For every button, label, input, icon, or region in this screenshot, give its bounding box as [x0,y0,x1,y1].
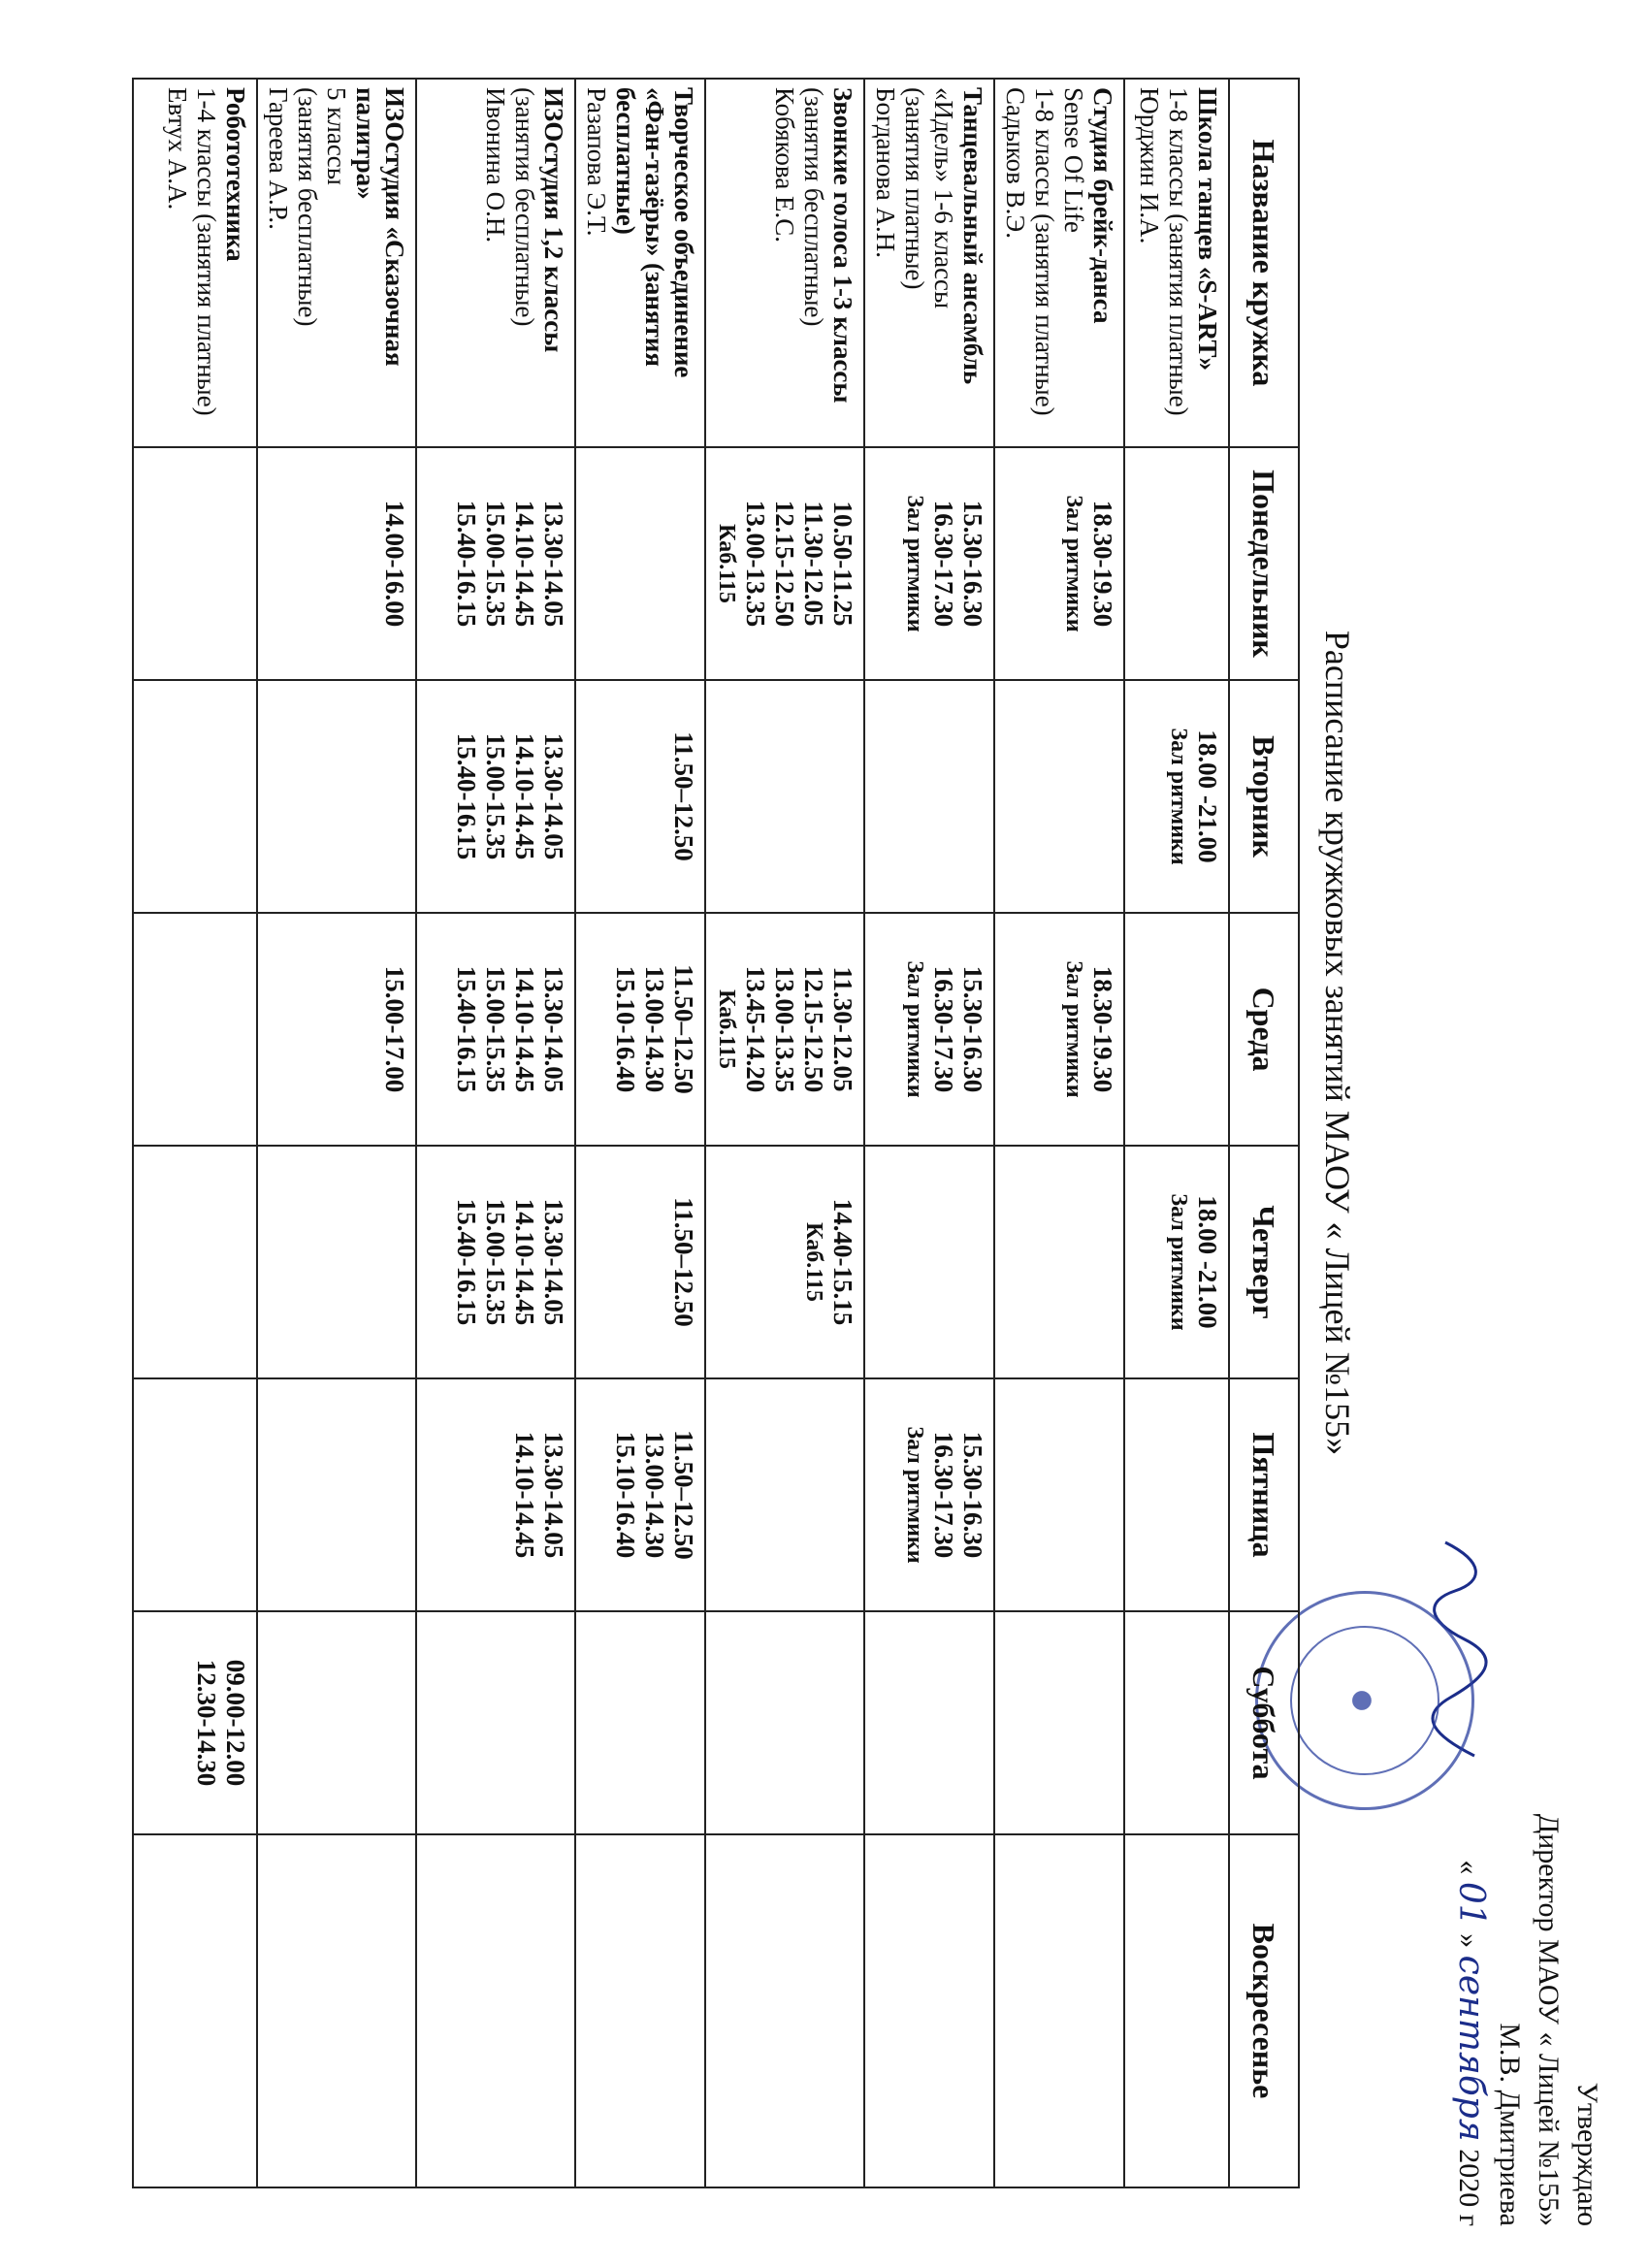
time-slot: 13.00-13.35 [741,500,770,628]
time-slot: 18.30-19.30 [1088,500,1117,628]
schedule-cell-thu [575,1146,705,1378]
schedule-table [132,78,1300,2188]
club-detail: (занятия бесплатные) [510,87,539,327]
time-slot: 15.40-16.15 [452,732,481,860]
time-slot: 13.30-14.05 [539,965,568,1093]
room-label: Зал ритмики [902,960,927,1098]
header-wednesday: Среда [1229,913,1299,1146]
schedule-cell-fri [994,1378,1124,1611]
table-row [575,79,705,2187]
schedule-cell-sat [133,1611,257,1834]
room-label: Зал ритмики [1061,960,1086,1098]
club-detail: Ивонина О.Н. [481,87,510,243]
schedule-cell-wed [575,913,705,1146]
schedule-cell-tue [257,680,416,913]
schedule-cell-fri [575,1378,705,1611]
table-row [416,79,575,2187]
time-slot: 15.30-16.30 [958,1431,987,1559]
schedule-cell-tue [864,680,994,913]
time-slot: 15.00-15.35 [481,732,510,860]
time-slot: 11.50–12.50 [669,1197,698,1327]
room-label: Каб.115 [714,524,739,603]
schedule-cell-mon [257,447,416,680]
page-title: Расписание кружковых занятий МАОУ « Лицей №155» [1318,630,1357,1456]
room-label: Зал ритмики [1061,495,1086,632]
schedule-body [133,79,1229,2187]
schedule-cell-thu [864,1146,994,1378]
schedule-cell-wed [864,913,994,1146]
schedule-cell-fri [416,1378,575,1611]
schedule-cell-thu [1124,1146,1229,1378]
approval-line-director: М.В. Дмитриева [1494,2023,1526,2226]
club-detail: 5 классы [322,87,351,185]
schedule-cell-wed [1124,913,1229,1146]
schedule-cell-fri [705,1378,864,1611]
schedule-cell-mon [575,447,705,680]
time-slot: 15.10-16.40 [611,965,640,1093]
time-slot: 14.00-16.00 [380,500,409,628]
club-title: Робототехника [221,87,250,262]
time-slot: 14.10-14.45 [510,500,539,628]
schedule-cell-mon [416,447,575,680]
time-slot: 18.00 -21.00 [1193,1195,1222,1329]
time-slot: 18.00 -21.00 [1193,729,1222,863]
header-club-name: Название кружка [1229,79,1299,447]
stamp-emblem-icon: ● [1290,1626,1439,1775]
time-slot: 18.30-19.30 [1088,965,1117,1093]
table-header-row [1229,79,1299,2187]
room-label: Зал ритмики [902,495,927,632]
club-detail: Евтух А.А. [163,87,192,211]
club-detail: (занятия бесплатные) [293,87,322,327]
schedule-cell-wed [257,913,416,1146]
schedule-cell-sat [994,1611,1124,1834]
time-slot: 15.40-16.15 [452,1198,481,1326]
table-row [1124,79,1229,2187]
time-slot: 13.30-14.05 [539,732,568,860]
schedule-cell-sun [1124,1834,1229,2187]
club-detail: 1-8 классы (занятия платные) [1030,87,1059,416]
club-title: Студия брейк-данса [1088,87,1117,324]
time-slot: 10.50-11.25 [828,501,857,627]
schedule-cell-thu [257,1146,416,1378]
header-friday: Пятница [1229,1378,1299,1611]
schedule-cell-sat [416,1611,575,1834]
schedule-cell-wed [416,913,575,1146]
club-title: Школа танцев «S-ART» [1193,87,1222,371]
time-slot: 11.50–12.50 [669,964,698,1094]
schedule-cell-fri [257,1378,416,1611]
schedule-cell-sun [133,1834,257,2187]
time-slot: 15.10-16.40 [611,1431,640,1559]
schedule-cell-mon [705,447,864,680]
time-slot: 15.00-15.35 [481,1198,510,1326]
club-title: Танцевальный ансамбль [958,87,987,385]
time-slot: 12.30-14.30 [192,1659,221,1787]
table-row [864,79,994,2187]
time-slot: 14.10-14.45 [510,732,539,860]
table-row [133,79,257,2187]
club-detail: Гареева А.Р.. [264,87,293,230]
room-label: Каб.115 [714,989,739,1069]
time-slot: 16.30-17.30 [929,1431,958,1559]
club-detail: Садыков В.Э. [1001,87,1030,239]
schedule-cell-thu [416,1146,575,1378]
club-detail: 1-4 классы (занятия платные) [192,87,221,416]
schedule-cell-sun [994,1834,1124,2187]
club-title: ИЗОстудия 1,2 классы [539,87,568,353]
schedule-cell-tue [705,680,864,913]
club-name-cell [994,79,1124,447]
schedule-cell-sun [705,1834,864,2187]
club-detail: Богданова А.Н. [871,87,900,259]
time-slot: 15.40-16.15 [452,500,481,628]
schedule-cell-thu [705,1146,864,1378]
time-slot: 11.30-12.05 [828,966,857,1092]
schedule-cell-sun [416,1834,575,2187]
schedule-cell-wed [994,913,1124,1146]
schedule-cell-tue [994,680,1124,913]
schedule-cell-sat [1124,1611,1229,1834]
schedule-cell-sat [575,1611,705,1834]
schedule-cell-fri [1124,1378,1229,1611]
schedule-cell-sun [864,1834,994,2187]
schedule-cell-fri [864,1378,994,1611]
time-slot: 14.10-14.45 [510,965,539,1093]
room-label: Зал ритмики [1166,728,1191,865]
header-tuesday: Вторник [1229,680,1299,913]
club-name-cell [705,79,864,447]
club-name-cell [133,79,257,447]
schedule-cell-mon [864,447,994,680]
club-detail: (занятия бесплатные) [799,87,828,327]
time-slot: 16.30-17.30 [929,500,958,628]
club-name-cell [864,79,994,447]
club-title: Звонкие голоса 1-3 классы [828,87,857,404]
header-saturday: Суббота [1229,1611,1299,1834]
time-slot: 11.30-12.05 [799,501,828,627]
time-slot: 15.00-15.35 [481,500,510,628]
schedule-cell-mon [133,447,257,680]
time-slot: 11.50–12.50 [669,731,698,861]
time-slot: 15.30-16.30 [958,500,987,628]
time-slot: 13.00-14.30 [640,965,669,1093]
club-detail: «Идель» 1-6 классы [929,87,958,309]
club-title: Творческое объединение «Фан-тазёры» (занятия бесплатные) [611,87,698,378]
time-slot: 13.30-14.05 [539,500,568,628]
date-day: 01 [1451,1881,1491,1927]
header-monday: Понедельник [1229,447,1299,680]
time-slot: 12.15-12.50 [770,500,799,628]
approval-line-position: Директор МАОУ « Лицей №155» [1533,1813,1565,2226]
time-slot: 15.30-16.30 [958,965,987,1093]
table-row [994,79,1124,2187]
date-close-quote: » [1453,1933,1485,1949]
date-month: сентября [1451,1955,1491,2142]
schedule-cell-wed [705,913,864,1146]
schedule-cell-sun [257,1834,416,2187]
schedule-cell-wed [133,913,257,1146]
date-open-quote: « [1453,1860,1485,1875]
schedule-cell-sun [575,1834,705,2187]
club-name-cell [575,79,705,447]
room-label: Каб.115 [801,1222,826,1302]
time-slot: 16.30-17.30 [929,965,958,1093]
schedule-cell-thu [133,1146,257,1378]
time-slot: 15.00-15.35 [481,965,510,1093]
header-thursday: Четверг [1229,1146,1299,1378]
time-slot: 12.15-12.50 [799,965,828,1093]
room-label: Зал ритмики [902,1426,927,1564]
header-sunday: Воскресенье [1229,1834,1299,2187]
table-row [257,79,416,2187]
time-slot: 15.00-17.00 [380,965,409,1093]
time-slot: 13.00-13.35 [770,965,799,1093]
schedule-cell-mon [994,447,1124,680]
time-slot: 13.30-14.05 [539,1198,568,1326]
time-slot: 14.40-15.15 [828,1198,857,1326]
club-detail: 1-8 классы (занятия платные) [1164,87,1193,416]
time-slot: 13.00-14.30 [640,1431,669,1559]
club-name-cell [257,79,416,447]
club-detail: Sense Of Life [1059,87,1088,233]
time-slot: 09.00-12.00 [221,1659,250,1787]
room-label: Зал ритмики [1166,1193,1191,1331]
date-year: 2020 г [1453,2149,1485,2226]
schedule-cell-tue [575,680,705,913]
approval-line-approve: Утверждаю [1571,2082,1603,2226]
schedule-cell-tue [133,680,257,913]
schedule-cell-thu [994,1146,1124,1378]
schedule-cell-mon [1124,447,1229,680]
club-detail: Кобякова Е.С. [770,87,799,243]
club-title: ИЗОстудия «Сказочная палитра» [351,87,409,367]
club-detail: Разапова Э.Т. [582,87,611,237]
schedule-cell-tue [416,680,575,913]
club-detail: Юрджин И.А. [1135,87,1164,244]
schedule-cell-sat [705,1611,864,1834]
time-slot: 13.45-14.20 [741,965,770,1093]
schedule-cell-fri [133,1378,257,1611]
club-detail: (занятия платные) [900,87,929,290]
time-slot: 13.30-14.05 [539,1431,568,1559]
schedule-cell-sat [864,1611,994,1834]
time-slot: 11.50–12.50 [669,1430,698,1560]
club-name-cell [1124,79,1229,447]
schedule-cell-tue [1124,680,1229,913]
schedule-cell-sat [257,1611,416,1834]
time-slot: 15.40-16.15 [452,965,481,1093]
club-name-cell [416,79,575,447]
time-slot: 14.10-14.45 [510,1431,539,1559]
time-slot: 14.10-14.45 [510,1198,539,1326]
table-row [705,79,864,2187]
